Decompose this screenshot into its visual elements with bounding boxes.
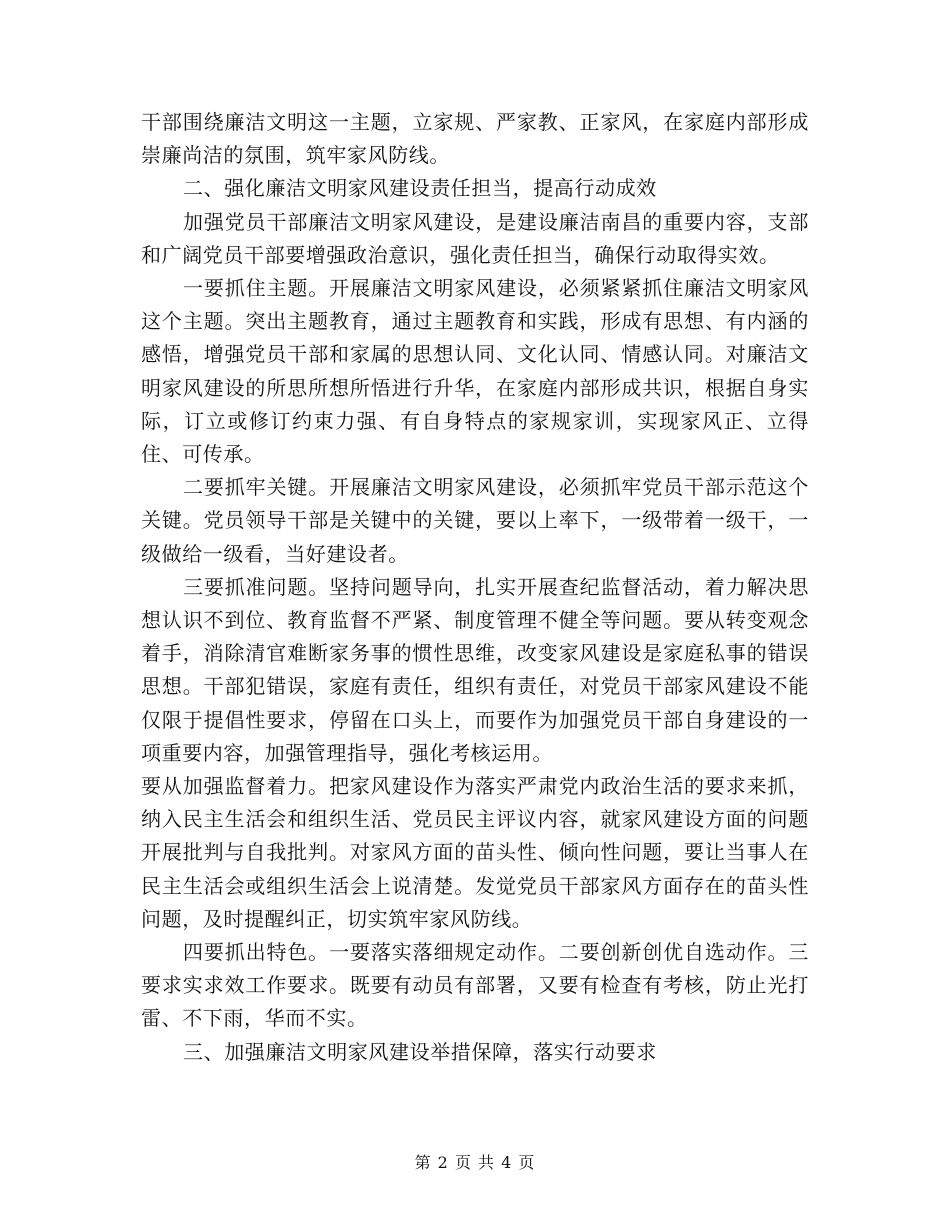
paragraph-supervision: 要从加强监督着力。把家风建设作为落实严肃党内政治生活的要求来抓，纳入民主生活会和组织生活、党员民主评议内容，就家风建设方面的问题开展批判与自我批判。对家风方面的苗头性、倾向性问题，要让当事人在民主生活会或组织生活会上说清楚。发觉党员干部家风方面存在的苗头性问题，及时提醒纠正，切实筑牢家风防线。 — [141, 774, 809, 931]
paragraph-point-4: 四要抓出特色。一要落实落细规定动作。二要创新创优自选动作。三要求实求效工作要求。既要有动员有部署，又要有检查有考核，防止光打雷、不下雨，华而不实。 — [141, 940, 809, 1031]
paragraph-point-3: 三要抓准问题。坚持问题导向，扎实开展查纪监督活动，着力解决思想认识不到位、教育监督不严紧、制度管理不健全等问题。要从转变观念着手，消除清官难断家务事的惯性思维，改变家风建设是家庭私事的错误思想。干部犯错误，家庭有责任，组织有责任，对党员干部家风建设不能仅限于提倡性要求，停留在口头上，而要作为加强党员干部自身建设的一项重要内容，加强管理指导，强化考核运用。 — [141, 574, 809, 765]
paragraph-point-2: 二要抓牢关键。开展廉洁文明家风建设，必须抓牢党员干部示范这个关键。党员领导干部是关键中的关键，要以上率下，一级带着一级干，一级做给一级看，当好建设者。 — [141, 475, 809, 566]
document-body — [141, 106, 809, 1069]
section-heading-3: 三、加强廉洁文明家风建设举措保障，落实行动要求 — [183, 1039, 657, 1064]
paragraph-point-1: 一要抓住主题。开展廉洁文明家风建设，必须紧紧抓住廉洁文明家风这个主题。突出主题教育，通过主题教育和实践，形成有思想、有内涵的感悟，增强党员干部和家属的思想认同、文化认同、情感认同。对廉洁文明家风建设的所思所想所悟进行升华，在家庭内部形成共识，根据自身实际，订立或修订约束力强、有自身特点的家规家训，实现家风正、立得住、可传承。 — [141, 276, 809, 467]
section-heading-2: 二、强化廉洁文明家风建设责任担当，提高行动成效 — [183, 176, 657, 201]
paragraph-continuation: 干部围绕廉洁文明这一主题，立家规、严家教、正家风，在家庭内部形成崇廉尚洁的氛围，筑牢家风防线。 — [141, 110, 809, 168]
page-number-footer: 第 2 页 共 4 页 — [414, 1153, 536, 1172]
paragraph-intro: 加强党员干部廉洁文明家风建设，是建设廉洁南昌的重要内容，支部和广阔党员干部要增强政治意识，强化责任担当，确保行动取得实效。 — [141, 209, 809, 267]
